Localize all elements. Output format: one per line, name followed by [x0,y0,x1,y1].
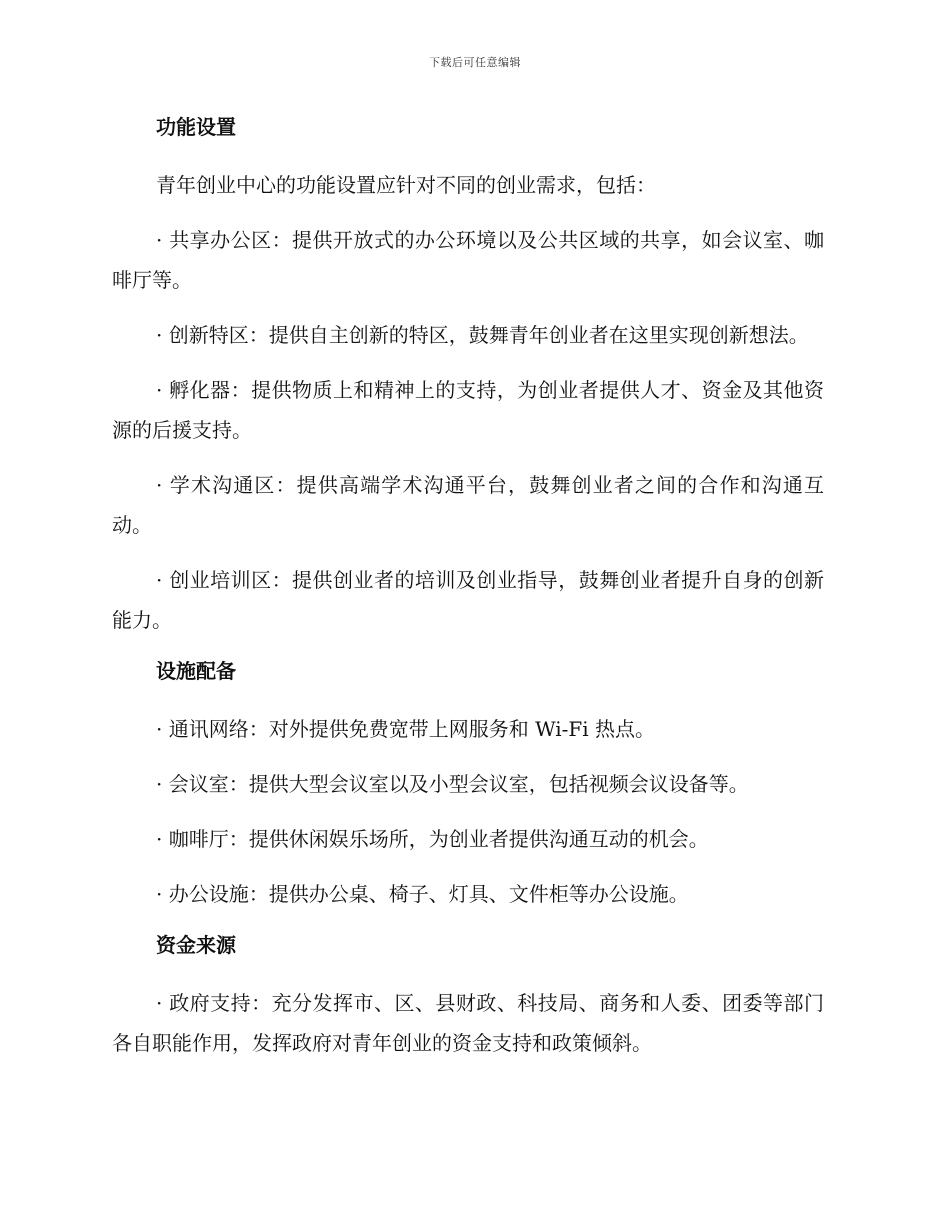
list-item: · 创新特区：提供自主创新的特区，鼓舞青年创业者在这里实现创新想法。 [156,323,809,347]
page-header: 下载后可任意编辑 [429,56,521,69]
section-function-settings [112,111,824,640]
list-item: · 通讯网络：对外提供免费宽带上网服务和 Wi-Fi 热点。 [156,717,656,741]
list-item: · 会议室：提供大型会议室以及小型会议室，包括视频会议设备等。 [156,772,749,796]
list-item: · 创业培训区：提供创业者的培训及创业指导，鼓舞创业者提升自身的创新能力。 [112,568,824,632]
list-item: · 办公设施：提供办公桌、椅子、灯具、文件柜等办公设施。 [156,882,689,906]
section-heading: 资金来源 [156,933,236,957]
section-heading: 设施配备 [156,659,236,683]
document-body [112,111,824,1078]
paragraph: 青年创业中心的功能设置应针对不同的创业需求，包括： [156,173,656,197]
list-item: · 共享办公区：提供开放式的办公环境以及公共区域的共享，如会议室、咖啡厅等。 [112,228,824,292]
list-item: · 政府支持：充分发挥市、区、县财政、科技局、商务和人委、团委等部门各自职能作用，发挥政府对青年创业的资金支持和政策倾斜。 [112,991,824,1055]
list-item: · 咖啡厅：提供休闲娱乐场所，为创业者提供沟通互动的机会。 [156,827,709,851]
section-funding-sources [112,929,824,1063]
list-item: · 学术沟通区：提供高端学术沟通平台，鼓舞创业者之间的合作和沟通互动。 [112,473,824,537]
section-facilities [112,655,824,914]
list-item: · 孵化器：提供物质上和精神上的支持，为创业者提供人才、资金及其他资源的后援支持。 [112,378,824,442]
section-heading: 功能设置 [156,115,236,139]
